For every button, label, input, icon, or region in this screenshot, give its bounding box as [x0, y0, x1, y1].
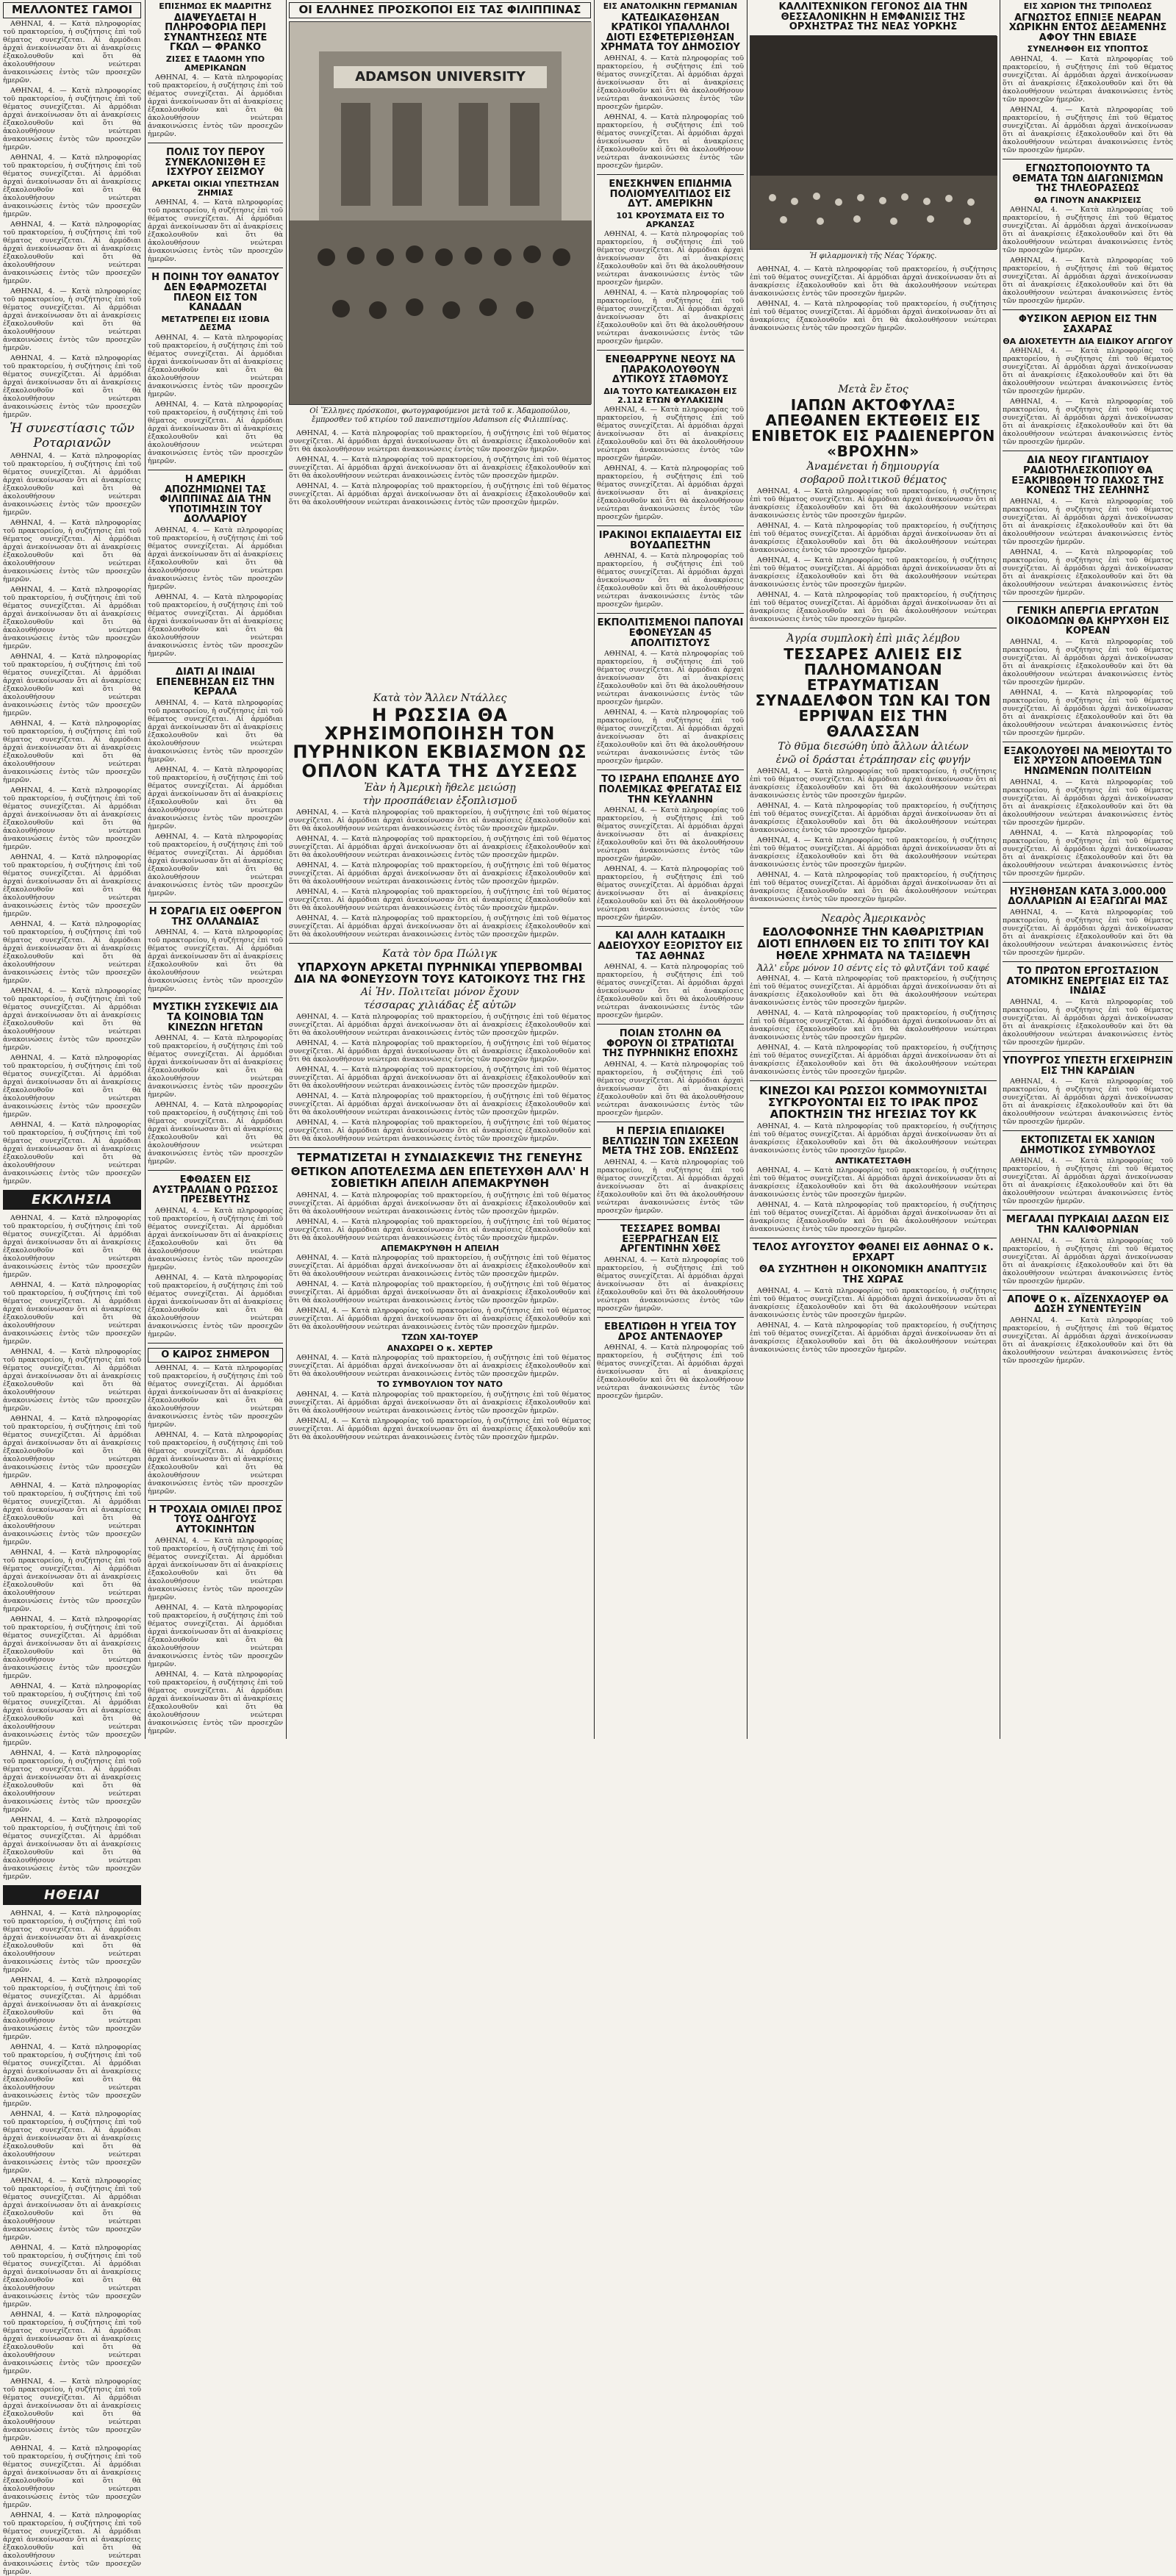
subheadline: ΑΝΤΙΚΑΤΕΣΤΑΘΗ — [835, 1155, 911, 1166]
article-text: ΑΘΗΝΑΙ, 4. — Κατὰ πληροφορίας τοῦ πρακτορείου, ἡ συζήτησις ἐπὶ τοῦ θέματος συνεχίζεται. Αἱ ἁρμόδιαι ἀρχαὶ ἀνεκοίνωσαν ὅτι αἱ ἀνακρίσεις ἐξακολουθοῦν καὶ ὅτι θὰ ἀκολουθήσουν νεώτεραι ἀνακοινώσεις ἐντὸς τῶν προσεχῶν ἡμερῶν. — [597, 1061, 744, 1118]
article-text: ΑΘΗΝΑΙ, 4. — Κατὰ πληροφορίας τοῦ πρακτορείου, ἡ συζήτησις ἐπὶ τοῦ θέματος συνεχίζεται. Αἱ ἁρμόδιαι ἀρχαὶ ἀνεκοίνωσαν ὅτι αἱ ἀνακρίσεις ἐξακολουθοῦν καὶ ὅτι θὰ ἀκολουθήσουν νεώτεραι ἀνακοινώσεις ἐντὸς τῶν προσεχῶν ἡμερῶν. — [597, 464, 744, 522]
article-text: ΑΘΗΝΑΙ, 4. — Κατὰ πληροφορίας τοῦ πρακτορείου, ἡ συζήτησις ἐπὶ τοῦ θέματος συνεχίζεται. Αἱ ἁρμόδιαι ἀρχαὶ ἀνεκοίνωσαν ὅτι αἱ ἀνακρίσεις ἐξακολουθοῦν καὶ ὅτι θὰ ἀκολουθήσουν νεώτεραι ἀνακοινώσεις ἐντὸς τῶν προσεχῶν ἡμερῶν. — [3, 1548, 141, 1613]
article-text: ΑΘΗΝΑΙ, 4. — Κατὰ πληροφορίας τοῦ πρακτορείου, ἡ συζήτησις ἐπὶ τοῦ θέματος συνεχίζεται. Αἱ ἁρμόδιαι ἀρχαὶ ἀνεκοίνωσαν ὅτι αἱ ἀνακρίσεις ἐξακολουθοῦν καὶ ὅτι θὰ ἀκολουθήσουν νεώτεραι ἀνακοινώσεις ἐντὸς τῶν προσεχῶν ἡμερῶν. — [597, 1255, 744, 1313]
article-text: ΑΘΗΝΑΙ, 4. — Κατὰ πληροφορίας τοῦ πρακτορείου, ἡ συζήτησις ἐπὶ τοῦ θέματος συνεχίζεται. Αἱ ἁρμόδιαι ἀρχαὶ ἀνεκοίνωσαν ὅτι αἱ ἀνακρίσεις ἐξακολουθοῦν καὶ ὅτι θὰ ἀκολουθήσουν νεώτεραι ἀνακοινώσεις ἐντὸς τῶν προσεχῶν ἡμερῶν. — [3, 2377, 141, 2442]
kicker: Κατὰ τὸν δρα Πώλιγκ — [382, 947, 498, 960]
headline: ΤΟ ΙΣΡΑΗΛ ΕΠΩΛΗΣΕ ΔΥΟ ΠΟΛΕΜΙΚΑΣ ΦΡΕΓΑΤΑΣ ΕΙΣ ΤΗΝ ΚΕΫΛΑΝΗΝ — [598, 774, 742, 806]
article-text: ΑΘΗΝΑΙ, 4. — Κατὰ πληροφορίας τοῦ πρακτορείου, ἡ συζήτησις ἐπὶ τοῦ θέματος συνεχίζεται. Αἱ ἁρμόδιαι ἀρχαὶ ἀνεκοίνωσαν ὅτι αἱ ἀνακρίσεις ἐξακολουθοῦν καὶ ὅτι θὰ ἀκολουθήσουν νεώτεραι ἀνακοινώσεις ἐντὸς τῶν προσεχῶν ἡμερῶν. — [3, 354, 141, 419]
subheadline: σοβαροῦ πολιτικοῦ θέματος — [800, 474, 947, 486]
kicker: ΕΙΣ ΧΩΡΙΟΝ ΤΗΣ ΤΡΙΠΟΛΕΩΣ — [1023, 1, 1152, 11]
article-text: ΑΘΗΝΑΙ, 4. — Κατὰ πληροφορίας τοῦ πρακτορείου, ἡ συζήτησις ἐπὶ τοῦ θέματος συνεχίζεται. Αἱ ἁρμόδιαι ἀρχαὶ ἀνεκοίνωσαν ὅτι αἱ ἀνακρίσεις ἐξακολουθοῦν καὶ ὅτι θὰ ἀκολουθήσουν νεώτεραι ἀνακοινώσεις ἐντὸς τῶν προσεχῶν ἡμερῶν. — [148, 833, 283, 897]
headline: ΕΝΕΣΚΗΨΕΝ ΕΠΙΔΗΜΙΑ ΠΟΛΙΟΜΥΕΛΙΤΙΔΟΣ ΕΙΣ ΔΥΤ. ΑΜΕΡΙΚΗΝ — [609, 179, 732, 210]
headline: ΓΕΝΙΚΗ ΑΠΕΡΓΙΑ ΕΡΓΑΤΩΝ ΟΙΚΟΔΟΜΩΝ ΘΑ ΚΗΡΥΧΘΗ ΕΙΣ ΚΟΡΕΑΝ — [1005, 605, 1170, 637]
article-text: ΑΘΗΝΑΙ, 4. — Κατὰ πληροφορίας τοῦ πρακτορείου, ἡ συζήτησις ἐπὶ τοῦ θέματος συνεχίζεται. Αἱ ἁρμόδιαι ἀρχαὶ ἀνεκοίνωσαν ὅτι αἱ ἀνακρίσεις ἐξακολουθοῦν καὶ ὅτι θὰ ἀκολουθήσουν νεώτεραι ἀνακοινώσεις ἐντὸς τῶν προσεχῶν ἡμερῶν. — [3, 2243, 141, 2308]
article-text: ΑΘΗΝΑΙ, 4. — Κατὰ πληροφορίας τοῦ πρακτορείου, ἡ συζήτησις ἐπὶ τοῦ θέματος συνεχίζεται. Αἱ ἁρμόδιαι ἀρχαὶ ἀνεκοίνωσαν ὅτι αἱ ἀνακρίσεις ἐξακολουθοῦν καὶ ὅτι θὰ ἀκολουθήσουν νεώτεραι ἀνακοινώσεις ἐντὸς τῶν προσεχῶν ἡμερῶν. — [3, 451, 141, 517]
article-text: ΑΘΗΝΑΙ, 4. — Κατὰ πληροφορίας τοῦ πρακτορείου, ἡ συζήτησις ἐπὶ τοῦ θέματος συνεχίζεται. Αἱ ἁρμόδιαι ἀρχαὶ ἀνεκοίνωσαν ὅτι αἱ ἀνακρίσεις ἐξακολουθοῦν καὶ ὅτι θὰ ἀκολουθήσουν νεώτεραι ἀνακοινώσεις ἐντὸς τῶν προσεχῶν ἡμερῶν. — [1003, 55, 1173, 104]
article-text: ΑΘΗΝΑΙ, 4. — Κατὰ πληροφορίας τοῦ πρακτορείου, ἡ συζήτησις ἐπὶ τοῦ θέματος συνεχίζεται. Αἱ ἁρμόδιαι ἀρχαὶ ἀνεκοίνωσαν ὅτι αἱ ἀνακρίσεις ἐξακολουθοῦν καὶ ὅτι θὰ ἀκολουθήσουν νεώτεραι ἀνακοινώσεις ἐντὸς τῶν προσεχῶν ἡμερῶν. — [750, 1009, 997, 1042]
article-text: ΑΘΗΝΑΙ, 4. — Κατὰ πληροφορίας τοῦ πρακτορείου, ἡ συζήτησις ἐπὶ τοῦ θέματος συνεχίζεται. Αἱ ἁρμόδιαι ἀρχαὶ ἀνεκοίνωσαν ὅτι αἱ ἀνακρίσεις ἐξακολουθοῦν καὶ ὅτι θὰ ἀκολουθήσουν νεώτεραι ἀνακοινώσεις ἐντὸς τῶν προσεχῶν ἡμερῶν. — [750, 1201, 997, 1234]
article-text: ΑΘΗΝΑΙ, 4. — Κατὰ πληροφορίας τοῦ πρακτορείου, ἡ συζήτησις ἐπὶ τοῦ θέματος συνεχίζεται. Αἱ ἁρμόδιαι ἀρχαὶ ἀνεκοίνωσαν ὅτι αἱ ἀνακρίσεις ἐξακολουθοῦν καὶ ὅτι θὰ ἀκολουθήσουν νεώτεραι ἀνακοινώσεις ἐντὸς τῶν προσεχῶν ἡμερῶν. — [148, 400, 283, 465]
column-rule — [286, 0, 287, 1739]
article-text: ΑΘΗΝΑΙ, 4. — Κατὰ πληροφορίας τοῦ πρακτορείου, ἡ συζήτησις ἐπὶ τοῦ θέματος συνεχίζεται. Αἱ ἁρμόδιαι ἀρχαὶ ἀνεκοίνωσαν ὅτι αἱ ἀνακρίσεις ἐξακολουθοῦν καὶ ὅτι θὰ ἀκολουθήσουν νεώτεραι ἀνακοινώσεις ἐντὸς τῶν προσεχῶν ἡμερῶν. — [1003, 1316, 1173, 1366]
subheadline: 101 ΚΡΟΥΣΜΑΤΑ ΕΙΣ ΤΟ ΑΡΚΑΝΣΑΣ — [616, 211, 725, 229]
headline: ΑΠΟΨΕ Ο κ. ΑΪΖΕΝΧΑΟΥΕΡ ΘΑ ΔΩΣΗ ΣΥΝΕΝΤΕΥΞΙΝ — [1007, 1294, 1169, 1316]
article-text: ΑΘΗΝΑΙ, 4. — Κατὰ πληροφορίας τοῦ πρακτορείου, ἡ συζήτησις ἐπὶ τοῦ θέματος συνεχίζεται. Αἱ ἁρμόδιαι ἀρχαὶ ἀνεκοίνωσαν ὅτι αἱ ἀνακρίσεις ἐξακολουθοῦν καὶ ὅτι θὰ ἀκολουθήσουν νεώτεραι ἀνακοινώσεις ἐντὸς τῶν προσεχῶν ἡμερῶν. — [750, 1122, 997, 1155]
headline: ΚΙΝΕΖΟΙ ΚΑΙ ΡΩΣΣΟΙ ΚΟΜΜΟΥΝΙΣΤΑΙ ΣΥΓΚΡΟΥΟΝΤΑΙ ΕΙΣ ΤΟ ΙΡΑΚ ΠΡΟΣ ΑΠΟΚΤΗΣΙΝ ΤΗΣ ΗΓΕΣΙΑΣ ΤΟΥ ΚΚ — [759, 1084, 987, 1121]
headline: ΕΞΑΚΟΛΟΥΘΕΙ ΝΑ ΜΕΙΟΥΤΑΙ ΤΟ ΕΙΣ ΧΡΥΣΟΝ ΑΠΟΘΕΜΑ ΤΩΝ ΗΝΩΜΕΝΩΝ ΠΟΛΙΤΕΙΩΝ — [1003, 745, 1172, 778]
subheadline: ΘΑ ΓΙΝΟΥΝ ΑΝΑΚΡΙΣΕΙΣ — [1034, 195, 1141, 205]
headline: ΔΙΑΨΕΥΔΕΤΑΙ Η ΠΛΗΡΟΦΟΡΙΑ ΠΕΡΙ ΣΥΝΑΝΤΗΣΕΩΣ ΝΤΕ ΓΚΩΛ — ΦΡΑΝΚΟ — [163, 12, 268, 54]
article-text: ΑΘΗΝΑΙ, 4. — Κατὰ πληροφορίας τοῦ πρακτορείου, ἡ συζήτησις ἐπὶ τοῦ θέματος συνεχίζεται. Αἱ ἁρμόδιαι ἀρχαὶ ἀνεκοίνωσαν ὅτι αἱ ἀνακρίσεις ἐξακολουθοῦν καὶ ὅτι θὰ ἀκολουθήσουν νεώτεραι ἀνακοινώσεις ἐντὸς τῶν προσεχῶν ἡμερῶν. — [3, 2310, 141, 2375]
column-rule — [145, 0, 146, 1739]
headline: ΔΙΑ ΝΕΟΥ ΓΙΓΑΝΤΙΑΙΟΥ ΡΑΔΙΟΤΗΛΕΣΚΟΠΙΟΥ ΘΑ ΕΞΑΚΡΙΒΩΘΗ ΤΟ ΠΑΧΟΣ ΤΗΣ ΚΟΝΕΩΣ ΤΗΣ ΣΕΛΗΝΗΣ — [1011, 455, 1164, 497]
article-text: ΑΘΗΝΑΙ, 4. — Κατὰ πληροφορίας τοῦ πρακτορείου, ἡ συζήτησις ἐπὶ τοῦ θέματος συνεχίζεται. Αἱ ἁρμόδιαι ἀρχαὶ ἀνεκοίνωσαν ὅτι αἱ ἀνακρίσεις ἐξακολουθοῦν καὶ ὅτι θὰ ἀκολουθήσουν νεώτεραι ἀνακοινώσεις ἐντὸς τῶν προσεχῶν ἡμερῶν. — [3, 1748, 141, 1814]
subheadline: τὴν προσπάθειαν ἐξοπλισμοῦ — [362, 794, 517, 807]
article-text: ΑΘΗΝΑΙ, 4. — Κατὰ πληροφορίας τοῦ πρακτορείου, ἡ συζήτησις ἐπὶ τοῦ θέματος συνεχίζεται. Αἱ ἁρμόδιαι ἀρχαὶ ἀνεκοίνωσαν ὅτι αἱ ἀνακρίσεις ἐξακολουθοῦν καὶ ὅτι θὰ ἀκολουθήσουν νεώτεραι ἀνακοινώσεις ἐντὸς τῶν προσεχῶν ἡμερῶν. — [1003, 1157, 1173, 1206]
article-text: ΑΘΗΝΑΙ, 4. — Κατὰ πληροφορίας τοῦ πρακτορείου, ἡ συζήτησις ἐπὶ τοῦ θέματος συνεχίζεται. Αἱ ἁρμόδιαι ἀρχαὶ ἀνεκοίνωσαν ὅτι αἱ ἀνακρίσεις ἐξακολουθοῦν καὶ ὅτι θὰ ἀκολουθήσουν νεώτεραι ἀνακοινώσεις ἐντὸς τῶν προσεχῶν ἡμερῶν. — [3, 2444, 141, 2509]
scouts-story — [289, 0, 591, 506]
headline: Η ΡΩΣΣΙΑ ΘΑ ΧΡΗΣΙΜΟΠΟΙΗΣΗ ΤΟΝ ΠΥΡΗΝΙΚΟΝ ΕΚΒΙΑΣΜΟΝ ΩΣ ΟΠΛΟΝ ΚΑΤΑ ΤΗΣ ΔΥΣΕΩΣ — [293, 705, 587, 781]
article-text: ΑΘΗΝΑΙ, 4. — Κατὰ πληροφορίας τοῦ πρακτορείου, ἡ συζήτησις ἐπὶ τοῦ θέματος συνεχίζεται. Αἱ ἁρμόδιαι ἀρχαὶ ἀνεκοίνωσαν ὅτι αἱ ἀνακρίσεις ἐξακολουθοῦν καὶ ὅτι θὰ ἀκολουθήσουν νεώτεραι ἀνακοινώσεις ἐντὸς τῶν προσεχῶν ἡμερῶν. — [148, 1536, 283, 1601]
article-text: ΑΘΗΝΑΙ, 4. — Κατὰ πληροφορίας τοῦ πρακτορείου, ἡ συζήτησις ἐπὶ τοῦ θέματος συνεχίζεται. Αἱ ἁρμόδιαι ἀρχαὶ ἀνεκοίνωσαν ὅτι αἱ ἀνακρίσεις ἐξακολουθοῦν καὶ ὅτι θὰ ἀκολουθήσουν νεώτεραι ἀνακοινώσεις ἐντὸς τῶν προσεχῶν ἡμερῶν. — [1003, 997, 1173, 1047]
article-text: ΑΘΗΝΑΙ, 4. — Κατὰ πληροφορίας τοῦ πρακτορείου, ἡ συζήτησις ἐπὶ τοῦ θέματος συνεχίζεται. Αἱ ἁρμόδιαι ἀρχαὶ ἀνεκοίνωσαν ὅτι αἱ ἀνακρίσεις ἐξακολουθοῦν καὶ ὅτι θὰ ἀκολουθήσουν νεώτεραι ἀνακοινώσεις ἐντὸς τῶν προσεχῶν ἡμερῶν. — [148, 1101, 283, 1166]
center-stories — [750, 382, 997, 1356]
headline: ΜΥΣΤΙΚΗ ΣΥΣΚΕΨΙΣ ΔΙΑ ΤΑ ΚΟΙΝΟΒΙΑ ΤΩΝ ΚΙΝΕΖΩΝ ΗΓΕΤΩΝ — [152, 1002, 279, 1033]
article-text: ΑΘΗΝΑΙ, 4. — Κατὰ πληροφορίας τοῦ πρακτορείου, ἡ συζήτησις ἐπὶ τοῦ θέματος συνεχίζεται. Αἱ ἁρμόδιαι ἀρχαὶ ἀνεκοίνωσαν ὅτι αἱ ἀνακρίσεις ἐξακολουθοῦν καὶ ὅτι θὰ ἀκολουθήσουν νεώτεραι ἀνακοινώσεις ἐντὸς τῶν προσεχῶν ἡμερῶν. — [3, 853, 141, 918]
headline: ΥΠΑΡΧΟΥΝ ΑΡΚΕΤΑΙ ΠΥΡΗΝΙΚΑΙ ΥΠΕΡΒΟΜΒΑΙ ΔΙΑ ΝΑ ΦΟΝΕΥΣΟΥΝ ΤΟΥΣ ΚΑΤΟΙΚΟΥΣ ΤΗΣ ΓΗΣ — [294, 960, 586, 986]
article-text: ΑΘΗΝΑΙ, 4. — Κατὰ πληροφορίας τοῦ πρακτορείου, ἡ συζήτησις ἐπὶ τοῦ θέματος συνεχίζεται. Αἱ ἁρμόδιαι ἀρχαὶ ἀνεκοίνωσαν ὅτι αἱ ἀνακρίσεις ἐξακολουθοῦν καὶ ὅτι θὰ ἀκολουθήσουν νεώτεραι ἀνακοινώσεις ἐντὸς τῶν προσεχῶν ἡμερῶν. — [597, 1158, 744, 1216]
article-text: ΑΘΗΝΑΙ, 4. — Κατὰ πληροφορίας τοῦ πρακτορείου, ἡ συζήτησις ἐπὶ τοῦ θέματος συνεχίζεται. Αἱ ἁρμόδιαι ἀρχαὶ ἀνεκοίνωσαν ὅτι αἱ ἀνακρίσεις ἐξακολουθοῦν καὶ ὅτι θὰ ἀκολουθήσουν νεώτεραι ἀνακοινώσεις ἐντὸς τῶν προσεχῶν ἡμερῶν. — [289, 1191, 591, 1216]
subheadline: ΤΟ ΣΥΜΒΟΥΛΙΟΝ ΤΟΥ ΝΑΤΟ — [376, 1380, 503, 1390]
article-text: ΑΘΗΝΑΙ, 4. — Κατὰ πληροφορίας τοῦ πρακτορείου, ἡ συζήτησις ἐπὶ τοῦ θέματος συνεχίζεται. Αἱ ἁρμόδιαι ἀρχαὶ ἀνεκοίνωσαν ὅτι αἱ ἀνακρίσεις ἐξακολουθοῦν καὶ ὅτι θὰ ἀκολουθήσουν νεώτεραι ἀνακοινώσεις ἐντὸς τῶν προσεχῶν ἡμερῶν. — [148, 526, 283, 592]
article-text: ΑΘΗΝΑΙ, 4. — Κατὰ πληροφορίας τοῦ πρακτορείου, ἡ συζήτησις ἐπὶ τοῦ θέματος συνεχίζεται. Αἱ ἁρμόδιαι ἀρχαὶ ἀνεκοίνωσαν ὅτι αἱ ἀνακρίσεις ἐξακολουθοῦν καὶ ὅτι θὰ ἀκολουθήσουν νεώτεραι ἀνακοινώσεις ἐντὸς τῶν προσεχῶν ἡμερῶν. — [289, 1416, 591, 1441]
headline: ΙΑΠΩΝ ΑΚΤΟΦΥΛΑΞ ΑΠΕΘΑΝΕΝ ΕΚΤΕΘΕΙΣ ΕΙΣ ΕΝΙΒΕΤΟΚ ΕΙΣ ΡΑΔΙΕΝΕΡΓΟΝ «ΒΡΟΧΗΝ» — [751, 396, 995, 460]
article-text: ΑΘΗΝΑΙ, 4. — Κατὰ πληροφορίας τοῦ πρακτορείου, ἡ συζήτησις ἐπὶ τοῦ θέματος συνεχίζεται. Αἱ ἁρμόδιαι ἀρχαὶ ἀνεκοίνωσαν ὅτι αἱ ἀνακρίσεις ἐξακολουθοῦν καὶ ὅτι θὰ ἀκολουθήσουν νεώτεραι ἀνακοινώσεις ἐντὸς τῶν προσεχῶν ἡμερῶν. — [1003, 256, 1173, 306]
article-text: ΑΘΗΝΑΙ, 4. — Κατὰ πληροφορίας τοῦ πρακτορείου, ἡ συζήτησις ἐπὶ τοῦ θέματος συνεχίζεται. Αἱ ἁρμόδιαι ἀρχαὶ ἀνεκοίνωσαν ὅτι αἱ ἀνακρίσεις ἐξακολουθοῦν καὶ ὅτι θὰ ἀκολουθήσουν νεώτεραι ἀνακοινώσεις ἐντὸς τῶν προσεχῶν ἡμερῶν. — [750, 1166, 997, 1199]
article-text: ΑΘΗΝΑΙ, 4. — Κατὰ πληροφορίας τοῦ πρακτορείου, ἡ συζήτησις ἐπὶ τοῦ θέματος συνεχίζεται. Αἱ ἁρμόδιαι ἀρχαὶ ἀνεκοίνωσαν ὅτι αἱ ἀνακρίσεις ἐξακολουθοῦν καὶ ὅτι θὰ ἀκολουθήσουν νεώτεραι ἀνακοινώσεις ἐντὸς τῶν προσεχῶν ἡμερῶν. — [148, 333, 283, 398]
article-text: ΑΘΗΝΑΙ, 4. — Κατὰ πληροφορίας τοῦ πρακτορείου, ἡ συζήτησις ἐπὶ τοῦ θέματος συνεχίζεται. Αἱ ἁρμόδιαι ἀρχαὶ ἀνεκοίνωσαν ὅτι αἱ ἀνακρίσεις ἐξακολουθοῦν καὶ ὅτι θὰ ἀκολουθήσουν νεώτεραι ἀνακοινώσεις ἐντὸς τῶν προσεχῶν ἡμερῶν. — [1003, 106, 1173, 155]
article-text: ΑΘΗΝΑΙ, 4. — Κατὰ πληροφορίας τοῦ πρακτορείου, ἡ συζήτησις ἐπὶ τοῦ θέματος συνεχίζεται. Αἱ ἁρμόδιαι ἀρχαὶ ἀνεκοίνωσαν ὅτι αἱ ἀνακρίσεις ἐξακολουθοῦν καὶ ὅτι θὰ ἀκολουθήσουν νεώτεραι ἀνακοινώσεις ἐντὸς τῶν προσεχῶν ἡμερῶν. — [148, 1274, 283, 1339]
article-text: ΑΘΗΝΑΙ, 4. — Κατὰ πληροφορίας τοῦ πρακτορείου, ἡ συζήτησις ἐπὶ τοῦ θέματος συνεχίζεται. Αἱ ἁρμόδιαι ἀρχαὶ ἀνεκοίνωσαν ὅτι αἱ ἀνακρίσεις ἐξακολουθοῦν καὶ ὅτι θὰ ἀκολουθήσουν νεώτεραι ἀνακοινώσεις ἐντὸς τῶν προσεχῶν ἡμερῶν. — [750, 1321, 997, 1354]
headline: Η ΠΟΙΝΗ ΤΟΥ ΘΑΝΑΤΟΥ ΔΕΝ ΕΦΑΡΜΟΖΕΤΑΙ ΠΛΕΟΝ ΕΙΣ ΤΟΝ ΚΑΝΑΔΑΝ — [151, 272, 279, 314]
orchestra-photo — [750, 35, 997, 250]
subheadline: Αἱ Ἡν. Πολιτεῖαι μόνον ἔχουν — [360, 986, 520, 999]
article-text: ΑΘΗΝΑΙ, 4. — Κατὰ πληροφορίας τοῦ πρακτορείου, ἡ συζήτησις ἐπὶ τοῦ θέματος συνεχίζεται. Αἱ ἁρμόδιαι ἀρχαὶ ἀνεκοίνωσαν ὅτι αἱ ἀνακρίσεις ἐξακολουθοῦν καὶ ὅτι θὰ ἀκολουθήσουν νεώτεραι ἀνακοινώσεις ἐντὸς τῶν προσεχῶν ἡμερῶν. — [750, 802, 997, 834]
article-text: ΑΘΗΝΑΙ, 4. — Κατὰ πληροφορίας τοῦ πρακτορείου, ἡ συζήτησις ἐπὶ τοῦ θέματος συνεχίζεται. Αἱ ἁρμόδιαι ἀρχαὶ ἀνεκοίνωσαν ὅτι αἱ ἀνακρίσεις ἐξακολουθοῦν καὶ ὅτι θὰ ἀκολουθήσουν νεώτεραι ἀνακοινώσεις ἐντὸς τῶν προσεχῶν ἡμερῶν. — [289, 455, 591, 480]
article-text: ΑΘΗΝΑΙ, 4. — Κατὰ πληροφορίας τοῦ πρακτορείου, ἡ συζήτησις ἐπὶ τοῦ θέματος συνεχίζεται. Αἱ ἁρμόδιαι ἀρχαὶ ἀνεκοίνωσαν ὅτι αἱ ἀνακρίσεις ἐξακολουθοῦν καὶ ὅτι θὰ ἀκολουθήσουν νεώτεραι ἀνακοινώσεις ἐντὸς τῶν προσεχῶν ἡμερῶν. — [3, 652, 141, 717]
article-text: ΑΘΗΝΑΙ, 4. — Κατὰ πληροφορίας τοῦ πρακτορείου, ἡ συζήτησις ἐπὶ τοῦ θέματος συνεχίζεται. Αἱ ἁρμόδιαι ἀρχαὶ ἀνεκοίνωσαν ὅτι αἱ ἀνακρίσεις ἐξακολουθοῦν καὶ ὅτι θὰ ἀκολουθήσουν νεώτεραι ἀνακοινώσεις ἐντὸς τῶν προσεχῶν ἡμερῶν. — [3, 86, 141, 151]
article-text: ΑΘΗΝΑΙ, 4. — Κατὰ πληροφορίας τοῦ πρακτορείου, ἡ συζήτησις ἐπὶ τοῦ θέματος συνεχίζεται. Αἱ ἁρμόδιαι ἀρχαὶ ἀνεκοίνωσαν ὅτι αἱ ἀνακρίσεις ἐξακολουθοῦν καὶ ὅτι θὰ ἀκολουθήσουν νεώτεραι ἀνακοινώσεις ἐντὸς τῶν προσεχῶν ἡμερῶν. — [289, 1254, 591, 1279]
headline: ΕΦΘΑΣΕΝ ΕΙΣ ΑΥΣΤΡΑΛΙΑΝ Ο ΡΩΣΣΟΣ ΠΡΕΣΒΕΥΤΗΣ — [152, 1174, 279, 1206]
article-text: ΑΘΗΝΑΙ, 4. — Κατὰ πληροφορίας τοῦ πρακτορείου, ἡ συζήτησις ἐπὶ τοῦ θέματος συνεχίζεται. Αἱ ἁρμόδιαι ἀρχαὶ ἀνεκοίνωσαν ὅτι αἱ ἀνακρίσεις ἐξακολουθοῦν καὶ ὅτι θὰ ἀκολουθήσουν νεώτεραι ἀνακοινώσεις ἐντὸς τῶν προσεχῶν ἡμερῶν. — [1003, 347, 1173, 396]
headline: ΗΥΞΗΘΗΣΑΝ ΚΑΤΑ 3.000.000 ΔΟΛΛΑΡΙΩΝ ΑΙ ΕΞΑΓΩΓΑΙ ΜΑΣ — [1008, 886, 1168, 908]
article-text: ΑΘΗΝΑΙ, 4. — Κατὰ πληροφορίας τοῦ πρακτορείου, ἡ συζήτησις ἐπὶ τοῦ θέματος συνεχίζεται. Αἱ ἁρμόδιαι ἀρχαὶ ἀνεκοίνωσαν ὅτι αἱ ἀνακρίσεις ἐξακολουθοῦν καὶ ὅτι θὰ ἀκολουθήσουν νεώτεραι ἀνακοινώσεις ἐντὸς τῶν προσεχῶν ἡμερῶν. — [750, 556, 997, 589]
article-text: ΑΘΗΝΑΙ, 4. — Κατὰ πληροφορίας τοῦ πρακτορείου, ἡ συζήτησις ἐπὶ τοῦ θέματος συνεχίζεται. Αἱ ἁρμόδιαι ἀρχαὶ ἀνεκοίνωσαν ὅτι αἱ ἀνακρίσεις ἐξακολουθοῦν καὶ ὅτι θὰ ἀκολουθήσουν νεώτεραι ἀνακοινώσεις ἐντὸς τῶν προσεχῶν ἡμερῶν. — [597, 230, 744, 287]
subheadline: Ἀλλ' εὗρε μόνον 10 σέντς εἰς τὸ φλυτζάνι τοῦ καφέ — [756, 963, 990, 974]
article-text: ΑΘΗΝΑΙ, 4. — Κατὰ πληροφορίας τοῦ πρακτορείου, ἡ συζήτησις ἐπὶ τοῦ θέματος συνεχίζεται. Αἱ ἁρμόδιαι ἀρχαὶ ἀνεκοίνωσαν ὅτι αἱ ἀνακρίσεις ἐξακολουθοῦν καὶ ὅτι θὰ ἀκολουθήσουν νεώτεραι ἀνακοινώσεις ἐντὸς τῶν προσεχῶν ἡμερῶν. — [3, 1280, 141, 1346]
article-text: ΑΘΗΝΑΙ, 4. — Κατὰ πληροφορίας τοῦ πρακτορείου, ἡ συζήτησις ἐπὶ τοῦ θέματος συνεχίζεται. Αἱ ἁρμόδιαι ἀρχαὶ ἀνεκοίνωσαν ὅτι αἱ ἀνακρίσεις ἐξακολουθοῦν καὶ ὅτι θὰ ἀκολουθήσουν νεώτεραι ἀνακοινώσεις ἐντὸς τῶν προσεχῶν ἡμερῶν. — [148, 1603, 283, 1668]
column-7 — [1003, 0, 1173, 1739]
article-text: ΑΘΗΝΑΙ, 4. — Κατὰ πληροφορίας τοῦ πρακτορείου, ἡ συζήτησις ἐπὶ τοῦ θέματος συνεχίζεται. Αἱ ἁρμόδιαι ἀρχαὶ ἀνεκοίνωσαν ὅτι αἱ ἀνακρίσεις ἐξακολουθοῦν καὶ ὅτι θὰ ἀκολουθήσουν νεώτεραι ἀνακοινώσεις ἐντὸς τῶν προσεχῶν ἡμερῶν. — [750, 767, 997, 800]
article-text: ΑΘΗΝΑΙ, 4. — Κατὰ πληροφορίας τοῦ πρακτορείου, ἡ συζήτησις ἐπὶ τοῦ θέματος συνεχίζεται. Αἱ ἁρμόδιαι ἀρχαὶ ἀνεκοίνωσαν ὅτι αἱ ἀνακρίσεις ἐξακολουθοῦν καὶ ὅτι θὰ ἀκολουθήσουν νεώτεραι ἀνακοινώσεις ἐντὸς τῶν προσεχῶν ἡμερῶν. — [750, 836, 997, 869]
article-text: ΑΘΗΝΑΙ, 4. — Κατὰ πληροφορίας τοῦ πρακτορείου, ἡ συζήτησις ἐπὶ τοῦ θέματος συνεχίζεται. Αἱ ἁρμόδιαι ἀρχαὶ ἀνεκοίνωσαν ὅτι αἱ ἀνακρίσεις ἐξακολουθοῦν καὶ ὅτι θὰ ἀκολουθήσουν νεώτεραι ἀνακοινώσεις ἐντὸς τῶν προσεχῶν ἡμερῶν. — [597, 806, 744, 864]
section-masthead: ΕΚΚΛΗΣΙΑ — [3, 1190, 141, 1210]
article-text: ΑΘΗΝΑΙ, 4. — Κατὰ πληροφορίας τοῦ πρακτορείου, ἡ συζήτησις ἐπὶ τοῦ θέματος συνεχίζεται. Αἱ ἁρμόδιαι ἀρχαὶ ἀνεκοίνωσαν ὅτι αἱ ἀνακρίσεις ἐξακολουθοῦν καὶ ὅτι θὰ ἀκολουθήσουν νεώτεραι ἀνακοινώσεις ἐντὸς τῶν προσεχῶν ἡμερῶν. — [1003, 548, 1173, 597]
headline: Ἡ συνεστίασις τῶν Ροταριανῶν — [10, 420, 135, 451]
article-text: ΑΘΗΝΑΙ, 4. — Κατὰ πληροφορίας τοῦ πρακτορείου, ἡ συζήτησις ἐπὶ τοῦ θέματος συνεχίζεται. Αἱ ἁρμόδιαι ἀρχαὶ ἀνεκοίνωσαν ὅτι αἱ ἀνακρίσεις ἐξακολουθοῦν καὶ ὅτι θὰ ἀκολουθήσουν νεώτεραι ἀνακοινώσεις ἐντὸς τῶν προσεχῶν ἡμερῶν. — [1003, 828, 1173, 878]
article-text: ΑΘΗΝΑΙ, 4. — Κατὰ πληροφορίας τοῦ πρακτορείου, ἡ συζήτησις ἐπὶ τοῦ θέματος συνεχίζεται. Αἱ ἁρμόδιαι ἀρχαὶ ἀνεκοίνωσαν ὅτι αἱ ἀνακρίσεις ἐξακολουθοῦν καὶ ὅτι θὰ ἀκολουθήσουν νεώτεραι ἀνακοινώσεις ἐντὸς τῶν προσεχῶν ἡμερῶν. — [3, 1053, 141, 1119]
article-text: ΑΘΗΝΑΙ, 4. — Κατὰ πληροφορίας τοῦ πρακτορείου, ἡ συζήτησις ἐπὶ τοῦ θέματος συνεχίζεται. Αἱ ἁρμόδιαι ἀρχαὶ ἀνεκοίνωσαν ὅτι αἱ ἀνακρίσεις ἐξακολουθοῦν καὶ ὅτι θὰ ἀκολουθήσουν νεώτεραι ἀνακοινώσεις ἐντὸς τῶν προσεχῶν ἡμερῶν. — [3, 1909, 141, 1974]
article-text: ΑΘΗΝΑΙ, 4. — Κατὰ πληροφορίας τοῦ πρακτορείου, ἡ συζήτησις ἐπὶ τοῦ θέματος συνεχίζεται. Αἱ ἁρμόδιαι ἀρχαὶ ἀνεκοίνωσαν ὅτι αἱ ἀνακρίσεις ἐξακολουθοῦν καὶ ὅτι θὰ ἀκολουθήσουν νεώτεραι ἀνακοινώσεις ἐντὸς τῶν προσεχῶν ἡμερῶν. — [597, 552, 744, 609]
article-text: ΑΘΗΝΑΙ, 4. — Κατὰ πληροφορίας τοῦ πρακτορείου, ἡ συζήτησις ἐπὶ τοῦ θέματος συνεχίζεται. Αἱ ἁρμόδιαι ἀρχαὶ ἀνεκοίνωσαν ὅτι αἱ ἀνακρίσεις ἐξακολουθοῦν καὶ ὅτι θὰ ἀκολουθήσουν νεώτεραι ἀνακοινώσεις ἐντὸς τῶν προσεχῶν ἡμερῶν. — [289, 808, 591, 833]
headline: ΔΙΑΤΙ ΑΙ ΙΝΔΙΑΙ ΕΠΕΝΕΒΗΣΑΝ ΕΙΣ ΤΗΝ ΚΕΡΑΛΑ — [156, 667, 275, 698]
headline: Η ΑΜΕΡΙΚΗ ΑΠΟΖΗΜΙΩΝΕΙ ΤΑΣ ΦΙΛΙΠΠΙΝΑΣ ΔΙΑ ΤΗΝ ΥΠΟΤΙΜΗΣΙΝ ΤΟΥ ΔΟΛΛΑΡΙΟΥ — [159, 473, 271, 525]
headline: ΚΑΤΕΔΙΚΑΣΘΗΣΑΝ ΚΡΑΤΙΚΟΙ ΥΠΑΛΛΗΛΟΙ ΔΙΟΤΙ ΕΣΦΕΤΕΡΙΣΘΗΣΑΝ ΧΡΗΜΑΤΑ ΤΟΥ ΔΗΜΟΣΙΟΥ — [600, 12, 740, 54]
headline: ΜΕΓΑΛΑΙ ΠΥΡΚΑΙΑΙ ΔΑΣΩΝ ΕΙΣ ΤΗΝ ΚΑΛΙΦΟΡΝΙΑΝ — [1006, 1214, 1169, 1236]
article-text: ΑΘΗΝΑΙ, 4. — Κατὰ πληροφορίας τοῦ πρακτορείου, ἡ συζήτησις ἐπὶ τοῦ θέματος συνεχίζεται. Αἱ ἁρμόδιαι ἀρχαὶ ἀνεκοίνωσαν ὅτι αἱ ἀνακρίσεις ἐξακολουθοῦν καὶ ὅτι θὰ ἀκολουθήσουν νεώτεραι ἀνακοινώσεις ἐντὸς τῶν προσεχῶν ἡμερῶν. — [3, 1213, 141, 1279]
headline: ΟΙ ΕΛΛΗΝΕΣ ΠΡΟΣΚΟΠΟΙ ΕΙΣ ΤΑΣ ΦΙΛΙΠΠΙΝΑΣ — [289, 2, 591, 18]
article-text: ΑΘΗΝΑΙ, 4. — Κατὰ πληροφορίας τοῦ πρακτορείου, ἡ συζήτησις ἐπὶ τοῦ θέματος συνεχίζεται. Αἱ ἁρμόδιαι ἀρχαὶ ἀνεκοίνωσαν ὅτι αἱ ἀνακρίσεις ἐξακολουθοῦν καὶ ὅτι θὰ ἀκολουθήσουν νεώτεραι ἀνακοινώσεις ἐντὸς τῶν προσεχῶν ἡμερῶν. — [750, 299, 997, 332]
article-text: ΑΘΗΝΑΙ, 4. — Κατὰ πληροφορίας τοῦ πρακτορείου, ἡ συζήτησις ἐπὶ τοῦ θέματος συνεχίζεται. Αἱ ἁρμόδιαι ἀρχαὶ ἀνεκοίνωσαν ὅτι αἱ ἀνακρίσεις ἐξακολουθοῦν καὶ ὅτι θὰ ἀκολουθήσουν νεώτεραι ἀνακοινώσεις ἐντὸς τῶν προσεχῶν ἡμερῶν. — [148, 1207, 283, 1272]
kicker: Ἀγρία συμπλοκὴ ἐπὶ μιᾶς λέμβου — [786, 633, 960, 645]
subheadline: ΑΡΚΕΤΑΙ ΟΙΚΙΑΙ ΥΠΕΣΤΗΣΑΝ ΖΗΜΙΑΣ — [151, 179, 279, 198]
article-text: ΑΘΗΝΑΙ, 4. — Κατὰ πληροφορίας τοῦ πρακτορείου, ἡ συζήτησις ἐπὶ τοῦ θέματος συνεχίζεται. Αἱ ἁρμόδιαι ἀρχαὶ ἀνεκοίνωσαν ὅτι αἱ ἀνακρίσεις ἐξακολουθοῦν καὶ ὅτι θὰ ἀκολουθήσουν νεώτεραι ἀνακοινώσεις ἐντὸς τῶν προσεχῶν ἡμερῶν. — [750, 1044, 997, 1077]
orchestra-story — [750, 0, 997, 334]
subheadline: τέσσαρας χιλιάδας ἐξ αὐτῶν — [363, 1000, 517, 1012]
orchestra-photo-image — [750, 36, 997, 249]
article-text: ΑΘΗΝΑΙ, 4. — Κατὰ πληροφορίας τοῦ πρακτορείου, ἡ συζήτησις ἐπὶ τοῦ θέματος συνεχίζεται. Αἱ ἁρμόδιαι ἀρχαὶ ἀνεκοίνωσαν ὅτι αἱ ἀνακρίσεις ἐξακολουθοῦν καὶ ὅτι θὰ ἀκολουθήσουν νεώτεραι ἀνακοινώσεις ἐντὸς τῶν προσεχῶν ἡμερῶν. — [597, 708, 744, 766]
article-text: ΑΘΗΝΑΙ, 4. — Κατὰ πληροφορίας τοῦ πρακτορείου, ἡ συζήτησις ἐπὶ τοῦ θέματος συνεχίζεται. Αἱ ἁρμόδιαι ἀρχαὶ ἀνεκοίνωσαν ὅτι αἱ ἀνακρίσεις ἐξακολουθοῦν καὶ ὅτι θὰ ἀκολουθήσουν νεώτεραι ἀνακοινώσεις ἐντὸς τῶν προσεχῶν ἡμερῶν. — [3, 1414, 141, 1479]
scouts-photo — [289, 21, 591, 405]
article-text: ΑΘΗΝΑΙ, 4. — Κατὰ πληροφορίας τοῦ πρακτορείου, ἡ συζήτησις ἐπὶ τοῦ θέματος συνεχίζεται. Αἱ ἁρμόδιαι ἀρχαὶ ἀνεκοίνωσαν ὅτι αἱ ἀνακρίσεις ἐξακολουθοῦν καὶ ὅτι θὰ ἀκολουθήσουν νεώτεραι ἀνακοινώσεις ἐντὸς τῶν προσεχῶν ἡμερῶν. — [3, 1347, 141, 1413]
article-text: ΑΘΗΝΑΙ, 4. — Κατὰ πληροφορίας τοῦ πρακτορείου, ἡ συζήτησις ἐπὶ τοῦ θέματος συνεχίζεται. Αἱ ἁρμόδιαι ἀρχαὶ ἀνεκοίνωσαν ὅτι αἱ ἀνακρίσεις ἐξακολουθοῦν καὶ ὅτι θὰ ἀκολουθήσουν νεώτεραι ἀνακοινώσεις ἐντὸς τῶν προσεχῶν ἡμερῶν. — [1003, 206, 1173, 255]
headline: ΦΥΣΙΚΟΝ ΑΕΡΙΟΝ ΕΙΣ ΤΗΝ ΣΑΧΑΡΑΣ — [1018, 314, 1158, 336]
article-text: ΑΘΗΝΑΙ, 4. — Κατὰ πληροφορίας τοῦ πρακτορείου, ἡ συζήτησις ἐπὶ τοῦ θέματος συνεχίζεται. Αἱ ἁρμόδιαι ἀρχαὶ ἀνεκοίνωσαν ὅτι αἱ ἀνακρίσεις ἐξακολουθοῦν καὶ ὅτι θὰ ἀκολουθήσουν νεώτεραι ἀνακοινώσεις ἐντὸς τῶν προσεχῶν ἡμερῶν. — [597, 650, 744, 707]
headline: Ο ΚΑΙΡΟΣ ΣΗΜΕΡΟΝ — [148, 1348, 283, 1363]
article-text: ΑΘΗΝΑΙ, 4. — Κατὰ πληροφορίας τοῦ πρακτορείου, ἡ συζήτησις ἐπὶ τοῦ θέματος συνεχίζεται. Αἱ ἁρμόδιαι ἀρχαὶ ἀνεκοίνωσαν ὅτι αἱ ἀνακρίσεις ἐξακολουθοῦν καὶ ὅτι θὰ ἀκολουθήσουν νεώτεραι ἀνακοινώσεις ἐντὸς τῶν προσεχῶν ἡμερῶν. — [3, 719, 141, 784]
subheadline: ΣΥΝΕΛΗΦΘΗ ΕΙΣ ΥΠΟΠΤΟΣ — [1027, 44, 1149, 54]
article-text: ΑΘΗΝΑΙ, 4. — Κατὰ πληροφορίας τοῦ πρακτορείου, ἡ συζήτησις ἐπὶ τοῦ θέματος συνεχίζεται. Αἱ ἁρμόδιαι ἀρχαὶ ἀνεκοίνωσαν ὅτι αἱ ἀνακρίσεις ἐξακολουθοῦν καὶ ὅτι θὰ ἀκολουθήσουν νεώτεραι ἀνακοινώσεις ἐντὸς τῶν προσεχῶν ἡμερῶν. — [148, 928, 283, 994]
kicker: Μετὰ ἓν ἔτος — [838, 384, 908, 395]
kicker: ΕΙΣ ΑΝΑΤΟΛΙΚΗΝ ΓΕΡΜΑΝΙΑΝ — [603, 1, 738, 11]
headline: ΑΓΝΩΣΤΟΣ ΕΠΝΙΞΕ ΝΕΑΡΑΝ ΧΩΡΙΚΗΝ ΕΝΤΟΣ ΔΕΞΑΜΕΝΗΣ ΑΦΟΥ ΤΗΝ ΕΒΙΑΣΕ — [1008, 12, 1167, 43]
headline: ΜΕΛΛΟΝΤΕΣ ΓΑΜΟΙ — [3, 2, 141, 18]
headline: ΤΕΡΜΑΤΙΖΕΤΑΙ Η ΣΥΝΔΙΑΣΚΕΨΙΣ ΤΗΣ ΓΕΝΕΥΗΣ — [297, 1151, 583, 1165]
article-text: ΑΘΗΝΑΙ, 4. — Κατὰ πληροφορίας τοῦ πρακτορείου, ἡ συζήτησις ἐπὶ τοῦ θέματος συνεχίζεται. Αἱ ἁρμόδιαι ἀρχαὶ ἀνεκοίνωσαν ὅτι αἱ ἀνακρίσεις ἐξακολουθοῦν καὶ ὅτι θὰ ἀκολουθήσουν νεώτεραι ἀνακοινώσεις ἐντὸς τῶν προσεχῶν ἡμερῶν. — [3, 1615, 141, 1680]
column-rule — [594, 0, 595, 1739]
article-text: ΑΘΗΝΑΙ, 4. — Κατὰ πληροφορίας τοῦ πρακτορείου, ἡ συζήτησις ἐπὶ τοῦ θέματος συνεχίζεται. Αἱ ἁρμόδιαι ἀρχαὶ ἀνεκοίνωσαν ὅτι αἱ ἀνακρίσεις ἐξακολουθοῦν καὶ ὅτι θὰ ἀκολουθήσουν νεώτεραι ἀνακοινώσεις ἐντὸς τῶν προσεχῶν ἡμερῶν. — [148, 73, 283, 139]
subheadline: ΖΙΣΕΣ Ε ΤΑΔΟΜΗ ΥΠΟ ΑΜΕΡΙΚΑΝΩΝ — [165, 54, 265, 73]
headline: Η ΣΟΡΑΓΙΑ ΕΙΣ ΟΦΕΡΓΟΝ ΤΗΣ ΟΛΛΑΝΔΙΑΣ — [148, 906, 282, 928]
article-text: ΑΘΗΝΑΙ, 4. — Κατὰ πληροφορίας τοῦ πρακτορείου, ἡ συζήτησις ἐπὶ τοῦ θέματος συνεχίζεται. Αἱ ἁρμόδιαι ἀρχαὶ ἀνεκοίνωσαν ὅτι αἱ ἀνακρίσεις ἐξακολουθοῦν καὶ ὅτι θὰ ἀκολουθήσουν νεώτεραι ἀνακοινώσεις ἐντὸς τῶν προσεχῶν ἡμερῶν. — [1003, 778, 1173, 827]
article-text: ΑΘΗΝΑΙ, 4. — Κατὰ πληροφορίας τοῦ πρακτορείου, ἡ συζήτησις ἐπὶ τοῦ θέματος συνεχίζεται. Αἱ ἁρμόδιαι ἀρχαὶ ἀνεκοίνωσαν ὅτι αἱ ἀνακρίσεις ἐξακολουθοῦν καὶ ὅτι θὰ ἀκολουθήσουν νεώτεραι ἀνακοινώσεις ἐντὸς τῶν προσεχῶν ἡμερῶν. — [3, 2176, 141, 2242]
article-text: ΑΘΗΝΑΙ, 4. — Κατὰ πληροφορίας τοῦ πρακτορείου, ἡ συζήτησις ἐπὶ τοῦ θέματος συνεχίζεται. Αἱ ἁρμόδιαι ἀρχαὶ ἀνεκοίνωσαν ὅτι αἱ ἀνακρίσεις ἐξακολουθοῦν καὶ ὅτι θὰ ἀκολουθήσουν νεώτεραι ἀνακοινώσεις ἐντὸς τῶν προσεχῶν ἡμερῶν. — [289, 1092, 591, 1117]
headline: ΕΒΕΛΤΙΩΘΗ Η ΥΓΕΙΑ ΤΟΥ ΔΡΟΣ ΑΝΤΕΝΑΟΥΕΡ — [604, 1321, 736, 1343]
article-text: ΑΘΗΝΑΙ, 4. — Κατὰ πληροφορίας τοῦ πρακτορείου, ἡ συζήτησις ἐπὶ τοῦ θέματος συνεχίζεται. Αἱ ἁρμόδιαι ἀρχαὶ ἀνεκοίνωσαν ὅτι αἱ ἀνακρίσεις ἐξακολουθοῦν καὶ ὅτι θὰ ἀκολουθήσουν νεώτεραι ἀνακοινώσεις ἐντὸς τῶν προσεχῶν ἡμερῶν. — [289, 1119, 591, 1144]
article-text: ΑΘΗΝΑΙ, 4. — Κατὰ πληροφορίας τοῦ πρακτορείου, ἡ συζήτησις ἐπὶ τοῦ θέματος συνεχίζεται. Αἱ ἁρμόδιαι ἀρχαὶ ἀνεκοίνωσαν ὅτι αἱ ἀνακρίσεις ἐξακολουθοῦν καὶ ὅτι θὰ ἀκολουθήσουν νεώτεραι ἀνακοινώσεις ἐντὸς τῶν προσεχῶν ἡμερῶν. — [3, 2042, 141, 2108]
article-text: ΑΘΗΝΑΙ, 4. — Κατὰ πληροφορίας τοῦ πρακτορείου, ἡ συζήτησις ἐπὶ τοῦ θέματος συνεχίζεται. Αἱ ἁρμόδιαι ἀρχαὶ ἀνεκοίνωσαν ὅτι αἱ ἀνακρίσεις ἐξακολουθοῦν καὶ ὅτι θὰ ἀκολουθήσουν νεώτεραι ἀνακοινώσεις ἐντὸς τῶν προσεχῶν ἡμερῶν. — [750, 591, 997, 623]
article-text: ΑΘΗΝΑΙ, 4. — Κατὰ πληροφορίας τοῦ πρακτορείου, ἡ συζήτησις ἐπὶ τοῦ θέματος συνεχίζεται. Αἱ ἁρμόδιαι ἀρχαὶ ἀνεκοίνωσαν ὅτι αἱ ἀνακρίσεις ἐξακολουθοῦν καὶ ὅτι θὰ ἀκολουθήσουν νεώτεραι ἀνακοινώσεις ἐντὸς τῶν προσεχῶν ἡμερῶν. — [289, 481, 591, 506]
article-text: ΑΘΗΝΑΙ, 4. — Κατὰ πληροφορίας τοῦ πρακτορείου, ἡ συζήτησις ἐπὶ τοῦ θέματος συνεχίζεται. Αἱ ἁρμόδιαι ἀρχαὶ ἀνεκοίνωσαν ὅτι αἱ ἀνακρίσεις ἐξακολουθοῦν καὶ ὅτι θὰ ἀκολουθήσουν νεώτεραι ἀνακοινώσεις ἐντὸς τῶν προσεχῶν ἡμερῶν. — [1003, 398, 1173, 447]
headline: ΕΔΟΛΟΦΟΝΗΣΕ ΤΗΝ ΚΑΘΑΡΙΣΤΡΙΑΝ ΔΙΟΤΙ ΕΠΗΛΘΕΝ ΕΙΣ ΤΟ ΣΠΙΤΙ ΤΟΥ ΚΑΙ ΗΘΕΛΕ ΧΡΗΜΑΤΑ ΝΑ ΤΑΞΙΔΕΨΗ — [757, 925, 989, 962]
kicker: Νεαρὸς Ἀμερικανὸς — [820, 913, 926, 925]
subheadline: Ἀναμένεται ἡ δημιουργία — [806, 461, 940, 473]
article-text: ΑΘΗΝΑΙ, 4. — Κατὰ πληροφορίας τοῦ πρακτορείου, ἡ συζήτησις ἐπὶ τοῦ θέματος συνεχίζεται. Αἱ ἁρμόδιαι ἀρχαὶ ἀνεκοίνωσαν ὅτι αἱ ἀνακρίσεις ἐξακολουθοῦν καὶ ὅτι θὰ ἀκολουθήσουν νεώτεραι ἀνακοινώσεις ἐντὸς τῶν προσεχῶν ἡμερῶν. — [289, 1354, 591, 1379]
article-text: ΑΘΗΝΑΙ, 4. — Κατὰ πληροφορίας τοῦ πρακτορείου, ἡ συζήτησις ἐπὶ τοῦ θέματος συνεχίζεται. Αἱ ἁρμόδιαι ἀρχαὶ ἀνεκοίνωσαν ὅτι αἱ ἀνακρίσεις ἐξακολουθοῦν καὶ ὅτι θὰ ἀκολουθήσουν νεώτεραι ἀνακοινώσεις ἐντὸς τῶν προσεχῶν ἡμερῶν. — [597, 406, 744, 463]
article-text: ΑΘΗΝΑΙ, 4. — Κατὰ πληροφορίας τοῦ πρακτορείου, ἡ συζήτησις ἐπὶ τοῦ θέματος συνεχίζεται. Αἱ ἁρμόδιαι ἀρχαὶ ἀνεκοίνωσαν ὅτι αἱ ἀνακρίσεις ἐξακολουθοῦν καὶ ὅτι θὰ ἀκολουθήσουν νεώτεραι ἀνακοινώσεις ἐντὸς τῶν προσεχῶν ἡμερῶν. — [597, 865, 744, 922]
article-text: ΑΘΗΝΑΙ, 4. — Κατὰ πληροφορίας τοῦ πρακτορείου, ἡ συζήτησις ἐπὶ τοῦ θέματος συνεχίζεται. Αἱ ἁρμόδιαι ἀρχαὶ ἀνεκοίνωσαν ὅτι αἱ ἀνακρίσεις ἐξακολουθοῦν καὶ ὅτι θὰ ἀκολουθήσουν νεώτεραι ἀνακοινώσεις ἐντὸς τῶν προσεχῶν ἡμερῶν. — [1003, 688, 1173, 737]
section-masthead: ΗΘΕΙΑΙ — [3, 1885, 141, 1905]
article-text: ΑΘΗΝΑΙ, 4. — Κατὰ πληροφορίας τοῦ πρακτορείου, ἡ συζήτησις ἐπὶ τοῦ θέματος συνεχίζεται. Αἱ ἁρμόδιαι ἀρχαὶ ἀνεκοίνωσαν ὅτι αἱ ἀνακρίσεις ἐξακολουθοῦν καὶ ὅτι θὰ ἀκολουθήσουν νεώτεραι ἀνακοινώσεις ἐντὸς τῶν προσεχῶν ἡμερῶν. — [3, 518, 141, 584]
article-text: ΑΘΗΝΑΙ, 4. — Κατὰ πληροφορίας τοῦ πρακτορείου, ἡ συζήτησις ἐπὶ τοῦ θέματος συνεχίζεται. Αἱ ἁρμόδιαι ἀρχαὶ ἀνεκοίνωσαν ὅτι αἱ ἀνακρίσεις ἐξακολουθοῦν καὶ ὅτι θὰ ἀκολουθήσουν νεώτεραι ἀνακοινώσεις ἐντὸς τῶν προσεχῶν ἡμερῶν. — [289, 861, 591, 886]
article-text: ΑΘΗΝΑΙ, 4. — Κατὰ πληροφορίας τοῦ πρακτορείου, ἡ συζήτησις ἐπὶ τοῦ θέματος συνεχίζεται. Αἱ ἁρμόδιαι ἀρχαὶ ἀνεκοίνωσαν ὅτι αἱ ἀνακρίσεις ἐξακολουθοῦν καὶ ὅτι θὰ ἀκολουθήσουν νεώτεραι ἀνακοινώσεις ἐντὸς τῶν προσεχῶν ἡμερῶν. — [289, 1307, 591, 1332]
article-text: ΑΘΗΝΑΙ, 4. — Κατὰ πληροφορίας τοῦ πρακτορείου, ἡ συζήτησις ἐπὶ τοῦ θέματος συνεχίζεται. Αἱ ἁρμόδιαι ἀρχαὶ ἀνεκοίνωσαν ὅτι αἱ ἀνακρίσεις ἐξακολουθοῦν καὶ ὅτι θὰ ἀκολουθήσουν νεώτεραι ἀνακοινώσεις ἐντὸς τῶν προσεχῶν ἡμερῶν. — [750, 871, 997, 903]
lower-left-stories — [289, 691, 591, 1443]
article-text: ΑΘΗΝΑΙ, 4. — Κατὰ πληροφορίας τοῦ πρακτορείου, ἡ συζήτησις ἐπὶ τοῦ θέματος συνεχίζεται. Αἱ ἁρμόδιαι ἀρχαὶ ἀνεκοίνωσαν ὅτι αἱ ἀνακρίσεις ἐξακολουθοῦν καὶ ὅτι θὰ ἀκολουθήσουν νεώτεραι ἀνακοινώσεις ἐντὸς τῶν προσεχῶν ἡμερῶν. — [3, 1815, 141, 1881]
headline: Η ΠΕΡΣΙΑ ΕΠΙΔΙΩΚΕΙ ΒΕΛΤΙΩΣΙΝ ΤΩΝ ΣΧΕΣΕΩΝ ΜΕΤΑ ΤΗΣ ΣΟΒ. ΕΝΩΣΕΩΣ — [601, 1126, 739, 1158]
headline: Η ΤΡΟΧΑΙΑ ΟΜΙΛΕΙ ΠΡΟΣ ΤΟΥΣ ΟΔΗΓΟΥΣ ΑΥΤΟΚΙΝΗΤΩΝ — [148, 1504, 282, 1536]
article-text: ΑΘΗΝΑΙ, 4. — Κατὰ πληροφορίας τοῦ πρακτορείου, ἡ συζήτησις ἐπὶ τοῦ θέματος συνεχίζεται. Αἱ ἁρμόδιαι ἀρχαὶ ἀνεκοίνωσαν ὅτι αἱ ἀνακρίσεις ἐξακολουθοῦν καὶ ὅτι θὰ ἀκολουθήσουν νεώτεραι ἀνακοινώσεις ἐντὸς τῶν προσεχῶν ἡμερῶν. — [750, 975, 997, 1008]
subheadline: ΤΖΩΝ ΧΑΙ-ΤΟΥΕΡ — [401, 1332, 478, 1343]
article-text: ΑΘΗΝΑΙ, 4. — Κατὰ πληροφορίας τοῦ πρακτορείου, ἡ συζήτησις ἐπὶ τοῦ θέματος συνεχίζεται. Αἱ ἁρμόδιαι ἀρχαὶ ἀνεκοίνωσαν ὅτι αἱ ἀνακρίσεις ἐξακολουθοῦν καὶ ὅτι θὰ ἀκολουθήσουν νεώτεραι ἀνακοινώσεις ἐντὸς τῶν προσεχῶν ἡμερῶν. — [750, 487, 997, 520]
subheadline: ΘΑ ΔΙΟΧΕΤΕΥΤΗ ΔΙΑ ΕΙΔΙΚΟΥ ΑΓΩΓΟΥ — [1003, 336, 1173, 346]
article-text: ΑΘΗΝΑΙ, 4. — Κατὰ πληροφορίας τοῦ πρακτορείου, ἡ συζήτησις ἐπὶ τοῦ θέματος συνεχίζεται. Αἱ ἁρμόδιαι ἀρχαὶ ἀνεκοίνωσαν ὅτι αἱ ἀνακρίσεις ἐξακολουθοῦν καὶ ὅτι θὰ ἀκολουθήσουν νεώτεραι ἀνακοινώσεις ἐντὸς τῶν προσεχῶν ἡμερῶν. — [289, 1390, 591, 1415]
article-text: ΑΘΗΝΑΙ, 4. — Κατὰ πληροφορίας τοῦ πρακτορείου, ἡ συζήτησις ἐπὶ τοῦ θέματος συνεχίζεται. Αἱ ἁρμόδιαι ἀρχαὶ ἀνεκοίνωσαν ὅτι αἱ ἀνακρίσεις ἐξακολουθοῦν καὶ ὅτι θὰ ἀκολουθήσουν νεώτεραι ἀνακοινώσεις ἐντὸς τῶν προσεχῶν ἡμερῶν. — [289, 1280, 591, 1305]
headline: ΤΟ ΠΡΩΤΟΝ ΕΡΓΟΣΤΑΣΙΟΝ ΑΤΟΜΙΚΗΣ ΕΝΕΡΓΕΙΑΣ ΕΙΣ ΤΑΣ ΙΝΔΙΑΣ — [1006, 966, 1169, 997]
article-text: ΑΘΗΝΑΙ, 4. — Κατὰ πληροφορίας τοῦ πρακτορείου, ἡ συζήτησις ἐπὶ τοῦ θέματος συνεχίζεται. Αἱ ἁρμόδιαι ἀρχαὶ ἀνεκοίνωσαν ὅτι αἱ ἀνακρίσεις ἐξακολουθοῦν καὶ ὅτι θὰ ἀκολουθήσουν νεώτεραι ἀνακοινώσεις ἐντὸς τῶν προσεχῶν ἡμερῶν. — [750, 265, 997, 298]
article-text: ΑΘΗΝΑΙ, 4. — Κατὰ πληροφορίας τοῦ πρακτορείου, ἡ συζήτησις ἐπὶ τοῦ θέματος συνεχίζεται. Αἱ ἁρμόδιαι ἀρχαὶ ἀνεκοίνωσαν ὅτι αἱ ἀνακρίσεις ἐξακολουθοῦν καὶ ὅτι θὰ ἀκολουθήσουν νεώτεραι ἀνακοινώσεις ἐντὸς τῶν προσεχῶν ἡμερῶν. — [3, 2511, 141, 2576]
subheadline: ἐνῶ οἱ δράσται ἐτράπησαν εἰς φυγήν — [775, 754, 971, 766]
kicker: ΕΠΙΣΗΜΩΣ ΕΚ ΜΑΔΡΙΤΗΣ — [159, 1, 272, 11]
article-text: ΑΘΗΝΑΙ, 4. — Κατὰ πληροφορίας τοῦ πρακτορείου, ἡ συζήτησις ἐπὶ τοῦ θέματος συνεχίζεται. Αἱ ἁρμόδιαι ἀρχαὶ ἀνεκοίνωσαν ὅτι αἱ ἀνακρίσεις ἐξακολουθοῦν καὶ ὅτι θὰ ἀκολουθήσουν νεώτεραι ἀνακοινώσεις ἐντὸς τῶν προσεχῶν ἡμερῶν. — [289, 428, 591, 453]
article-text: ΑΘΗΝΑΙ, 4. — Κατὰ πληροφορίας τοῦ πρακτορείου, ἡ συζήτησις ἐπὶ τοῦ θέματος συνεχίζεται. Αἱ ἁρμόδιαι ἀρχαὶ ἀνεκοίνωσαν ὅτι αἱ ἀνακρίσεις ἐξακολουθοῦν καὶ ὅτι θὰ ἀκολουθήσουν νεώτεραι ἀνακοινώσεις ἐντὸς τῶν προσεχῶν ἡμερῶν. — [597, 963, 744, 1020]
article-text: ΑΘΗΝΑΙ, 4. — Κατὰ πληροφορίας τοῦ πρακτορείου, ἡ συζήτησις ἐπὶ τοῦ θέματος συνεχίζεται. Αἱ ἁρμόδιαι ἀρχαὶ ἀνεκοίνωσαν ὅτι αἱ ἀνακρίσεις ἐξακολουθοῦν καὶ ὅτι θὰ ἀκολουθήσουν νεώτεραι ἀνακοινώσεις ἐντὸς τῶν προσεχῶν ἡμερῶν. — [148, 699, 283, 764]
article-text: ΑΘΗΝΑΙ, 4. — Κατὰ πληροφορίας τοῦ πρακτορείου, ἡ συζήτησις ἐπὶ τοῦ θέματος συνεχίζεται. Αἱ ἁρμόδιαι ἀρχαὶ ἀνεκοίνωσαν ὅτι αἱ ἀνακρίσεις ἐξακολουθοῦν καὶ ὅτι θὰ ἀκολουθήσουν νεώτεραι ἀνακοινώσεις ἐντὸς τῶν προσεχῶν ἡμερῶν. — [1003, 908, 1173, 957]
subheadline: ΘΕΤΙΚΟΝ ΑΠΟΤΕΛΕΣΜΑ ΔΕΝ ΕΠΕΤΕΥΧΘΗ ΑΛΛ' Η ΣΟΒΙΕΤΙΚΗ ΑΠΕΙΛΗ ΑΠΕΜΑΚΡΥΝΘΗ — [290, 1165, 589, 1190]
headline: ΚΑΙ ΑΛΛΗ ΚΑΤΑΔΙΚΗ ΑΔΕΙΟΥΧΟΥ ΕΞΟΡΙΣΤΟΥ ΕΙΣ ΤΑΣ ΑΘΗΝΑΣ — [598, 930, 743, 962]
building-sign: ADAMSON UNIVERSITY — [355, 68, 526, 85]
article-text: ΑΘΗΝΑΙ, 4. — Κατὰ πληροφορίας τοῦ πρακτορείου, ἡ συζήτησις ἐπὶ τοῦ θέματος συνεχίζεται. Αἱ ἁρμόδιαι ἀρχαὶ ἀνεκοίνωσαν ὅτι αἱ ἀνακρίσεις ἐξακολουθοῦν καὶ ὅτι θὰ ἀκολουθήσουν νεώτεραι ἀνακοινώσεις ἐντὸς τῶν προσεχῶν ἡμερῶν. — [3, 1120, 141, 1185]
article-text: ΑΘΗΝΑΙ, 4. — Κατὰ πληροφορίας τοῦ πρακτορείου, ἡ συζήτησις ἐπὶ τοῦ θέματος συνεχίζεται. Αἱ ἁρμόδιαι ἀρχαὶ ἀνεκοίνωσαν ὅτι αἱ ἀνακρίσεις ἐξακολουθοῦν καὶ ὅτι θὰ ἀκολουθήσουν νεώτεραι ἀνακοινώσεις ἐντὸς τῶν προσεχῶν ἡμερῶν. — [3, 287, 141, 352]
headline: ΠΟΙΑΝ ΣΤΟΛΗΝ ΘΑ ΦΟΡΟΥΝ ΟΙ ΣΤΡΑΤΙΩΤΑΙ ΤΗΣ ΠΥΡΗΝΙΚΗΣ ΕΠΟΧΗΣ — [602, 1028, 739, 1060]
headline: ΕΝΕΘΑΡΡΥΝΕ ΝΕΟΥΣ ΝΑ ΠΑΡΑΚΟΛΟΥΘΟΥΝ ΔΥΤΙΚΟΥΣ ΣΤΑΘΜΟΥΣ — [605, 354, 736, 386]
article-text: ΑΘΗΝΑΙ, 4. — Κατὰ πληροφορίας τοῦ πρακτορείου, ἡ συζήτησις ἐπὶ τοῦ θέματος συνεχίζεται. Αἱ ἁρμόδιαι ἀρχαὶ ἀνεκοίνωσαν ὅτι αἱ ἀνακρίσεις ἐξακολουθοῦν καὶ ὅτι θὰ ἀκολουθήσουν νεώτεραι ἀνακοινώσεις ἐντὸς τῶν προσεχῶν ἡμερῶν. — [3, 1976, 141, 2041]
article-text: ΑΘΗΝΑΙ, 4. — Κατὰ πληροφορίας τοῦ πρακτορείου, ἡ συζήτησις ἐπὶ τοῦ θέματος συνεχίζεται. Αἱ ἁρμόδιαι ἀρχαὶ ἀνεκοίνωσαν ὅτι αἱ ἀνακρίσεις ἐξακολουθοῦν καὶ ὅτι θὰ ἀκολουθήσουν νεώτεραι ἀνακοινώσεις ἐντὸς τῶν προσεχῶν ἡμερῶν. — [3, 1481, 141, 1546]
article-text: ΑΘΗΝΑΙ, 4. — Κατὰ πληροφορίας τοῦ πρακτορείου, ἡ συζήτησις ἐπὶ τοῦ θέματος συνεχίζεται. Αἱ ἁρμόδιαι ἀρχαὶ ἀνεκοίνωσαν ὅτι αἱ ἀνακρίσεις ἐξακολουθοῦν καὶ ὅτι θὰ ἀκολουθήσουν νεώτεραι ἀνακοινώσεις ἐντὸς τῶν προσεχῶν ἡμερῶν. — [1003, 1077, 1173, 1127]
article-text: ΑΘΗΝΑΙ, 4. — Κατὰ πληροφορίας τοῦ πρακτορείου, ἡ συζήτησις ἐπὶ τοῦ θέματος συνεχίζεται. Αἱ ἁρμόδιαι ἀρχαὶ ἀνεκοίνωσαν ὅτι αἱ ἀνακρίσεις ἐξακολουθοῦν καὶ ὅτι θὰ ἀκολουθήσουν νεώτεραι ἀνακοινώσεις ἐντὸς τῶν προσεχῶν ἡμερῶν. — [3, 786, 141, 851]
article-text: ΑΘΗΝΑΙ, 4. — Κατὰ πληροφορίας τοῦ πρακτορείου, ἡ συζήτησις ἐπὶ τοῦ θέματος συνεχίζεται. Αἱ ἁρμόδιαι ἀρχαὶ ἀνεκοίνωσαν ὅτι αἱ ἀνακρίσεις ἐξακολουθοῦν καὶ ὅτι θὰ ἀκολουθήσουν νεώτεραι ἀνακοινώσεις ἐντὸς τῶν προσεχῶν ἡμερῶν. — [289, 1066, 591, 1091]
article-text: ΑΘΗΝΑΙ, 4. — Κατὰ πληροφορίας τοῦ πρακτορείου, ἡ συζήτησις ἐπὶ τοῦ θέματος συνεχίζεται. Αἱ ἁρμόδιαι ἀρχαὶ ἀνεκοίνωσαν ὅτι αἱ ἀνακρίσεις ἐξακολουθοῦν καὶ ὅτι θὰ ἀκολουθήσουν νεώτεραι ἀνακοινώσεις ἐντὸς τῶν προσεχῶν ἡμερῶν. — [148, 198, 283, 264]
article-text: ΑΘΗΝΑΙ, 4. — Κατὰ πληροφορίας τοῦ πρακτορείου, ἡ συζήτησις ἐπὶ τοῦ θέματος συνεχίζεται. Αἱ ἁρμόδιαι ἀρχαὶ ἀνεκοίνωσαν ὅτι αἱ ἀνακρίσεις ἐξακολουθοῦν καὶ ὅτι θὰ ἀκολουθήσουν νεώτεραι ἀνακοινώσεις ἐντὸς τῶν προσεχῶν ἡμερῶν. — [750, 522, 997, 554]
article-text: ΑΘΗΝΑΙ, 4. — Κατὰ πληροφορίας τοῦ πρακτορείου, ἡ συζήτησις ἐπὶ τοῦ θέματος συνεχίζεται. Αἱ ἁρμόδιαι ἀρχαὶ ἀνεκοίνωσαν ὅτι αἱ ἀνακρίσεις ἐξακολουθοῦν καὶ ὅτι θὰ ἀκολουθήσουν νεώτεραι ἀνακοινώσεις ἐντὸς τῶν προσεχῶν ἡμερῶν. — [289, 1013, 591, 1038]
article-text: ΑΘΗΝΑΙ, 4. — Κατὰ πληροφορίας τοῦ πρακτορείου, ἡ συζήτησις ἐπὶ τοῦ θέματος συνεχίζεται. Αἱ ἁρμόδιαι ἀρχαὶ ἀνεκοίνωσαν ὅτι αἱ ἀνακρίσεις ἐξακολουθοῦν καὶ ὅτι θὰ ἀκολουθήσουν νεώτεραι ἀνακοινώσεις ἐντὸς τῶν προσεχῶν ἡμερῶν. — [3, 220, 141, 285]
article-text: ΑΘΗΝΑΙ, 4. — Κατὰ πληροφορίας τοῦ πρακτορείου, ἡ συζήτησις ἐπὶ τοῦ θέματος συνεχίζεται. Αἱ ἁρμόδιαι ἀρχαὶ ἀνεκοίνωσαν ὅτι αἱ ἀνακρίσεις ἐξακολουθοῦν καὶ ὅτι θὰ ἀκολουθήσουν νεώτεραι ἀνακοινώσεις ἐντὸς τῶν προσεχῶν ἡμερῶν. — [3, 2109, 141, 2175]
photo-caption: Ἡ φιλαρμονικὴ τῆς Νέας Ὑόρκης. — [809, 251, 937, 260]
article-text: ΑΘΗΝΑΙ, 4. — Κατὰ πληροφορίας τοῦ πρακτορείου, ἡ συζήτησις ἐπὶ τοῦ θέματος συνεχίζεται. Αἱ ἁρμόδιαι ἀρχαὶ ἀνεκοίνωσαν ὅτι αἱ ἀνακρίσεις ἐξακολουθοῦν καὶ ὅτι θὰ ἀκολουθήσουν νεώτεραι ἀνακοινώσεις ἐντὸς τῶν προσεχῶν ἡμερῶν. — [597, 289, 744, 346]
subheadline: Τὸ θῦμα διεσώθη ὑπὸ ἄλλων ἁλιέων — [778, 741, 969, 753]
subheadline: Ἐὰν ἡ Ἀμερικὴ ἤθελε μειώσῃ — [364, 781, 516, 794]
subheadline: ΑΝΑΧΩΡΕΙ Ο κ. ΧΕΡΤΕΡ — [387, 1343, 493, 1353]
subheadline: ΑΠΕΜΑΚΡΥΝΘΗ Η ΑΠΕΙΛΗ — [381, 1243, 499, 1253]
article-text: ΑΘΗΝΑΙ, 4. — Κατὰ πληροφορίας τοῦ πρακτορείου, ἡ συζήτησις ἐπὶ τοῦ θέματος συνεχίζεται. Αἱ ἁρμόδιαι ἀρχαὶ ἀνεκοίνωσαν ὅτι αἱ ἀνακρίσεις ἐξακολουθοῦν καὶ ὅτι θὰ ἀκολουθήσουν νεώτεραι ἀνακοινώσεις ἐντὸς τῶν προσεχῶν ἡμερῶν. — [289, 1039, 591, 1064]
article-text: ΑΘΗΝΑΙ, 4. — Κατὰ πληροφορίας τοῦ πρακτορείου, ἡ συζήτησις ἐπὶ τοῦ θέματος συνεχίζεται. Αἱ ἁρμόδιαι ἀρχαὶ ἀνεκοίνωσαν ὅτι αἱ ἀνακρίσεις ἐξακολουθοῦν καὶ ὅτι θὰ ἀκολουθήσουν νεώτεραι ἀνακοινώσεις ἐντὸς τῶν προσεχῶν ἡμερῶν. — [148, 1363, 283, 1429]
article-text: ΑΘΗΝΑΙ, 4. — Κατὰ πληροφορίας τοῦ πρακτορείου, ἡ συζήτησις ἐπὶ τοῦ θέματος συνεχίζεται. Αἱ ἁρμόδιαι ἀρχαὶ ἀνεκοίνωσαν ὅτι αἱ ἀνακρίσεις ἐξακολουθοῦν καὶ ὅτι θὰ ἀκολουθήσουν νεώτεραι ἀνακοινώσεις ἐντὸς τῶν προσεχῶν ἡμερῶν. — [597, 113, 744, 171]
article-text: ΑΘΗΝΑΙ, 4. — Κατὰ πληροφορίας τοῦ πρακτορείου, ἡ συζήτησις ἐπὶ τοῦ θέματος συνεχίζεται. Αἱ ἁρμόδιαι ἀρχαὶ ἀνεκοίνωσαν ὅτι αἱ ἀνακρίσεις ἐξακολουθοῦν καὶ ὅτι θὰ ἀκολουθήσουν νεώτεραι ἀνακοινώσεις ἐντὸς τῶν προσεχῶν ἡμερῶν. — [148, 1670, 283, 1735]
article-text: ΑΘΗΝΑΙ, 4. — Κατὰ πληροφορίας τοῦ πρακτορείου, ἡ συζήτησις ἐπὶ τοῦ θέματος συνεχίζεται. Αἱ ἁρμόδιαι ἀρχαὶ ἀνεκοίνωσαν ὅτι αἱ ἀνακρίσεις ἐξακολουθοῦν καὶ ὅτι θὰ ἀκολουθήσουν νεώτεραι ἀνακοινώσεις ἐντὸς τῶν προσεχῶν ἡμερῶν. — [289, 887, 591, 912]
article-text: ΑΘΗΝΑΙ, 4. — Κατὰ πληροφορίας τοῦ πρακτορείου, ἡ συζήτησις ἐπὶ τοῦ θέματος συνεχίζεται. Αἱ ἁρμόδιαι ἀρχαὶ ἀνεκοίνωσαν ὅτι αἱ ἀνακρίσεις ἐξακολουθοῦν καὶ ὅτι θὰ ἀκολουθήσουν νεώτεραι ἀνακοινώσεις ἐντὸς τῶν προσεχῶν ἡμερῶν. — [3, 919, 141, 985]
article-text: ΑΘΗΝΑΙ, 4. — Κατὰ πληροφορίας τοῦ πρακτορείου, ἡ συζήτησις ἐπὶ τοῦ θέματος συνεχίζεται. Αἱ ἁρμόδιαι ἀρχαὶ ἀνεκοίνωσαν ὅτι αἱ ἀνακρίσεις ἐξακολουθοῦν καὶ ὅτι θὰ ἀκολουθήσουν νεώτεραι ἀνακοινώσεις ἐντὸς τῶν προσεχῶν ἡμερῶν. — [3, 1682, 141, 1747]
subheadline: ΘΑ ΣΥΖΗΤΗΘΗ Η ΟΙΚΟΝΟΜΙΚΗ ΑΝΑΠΤΥΞΙΣ ΤΗΣ ΧΩΡΑΣ — [759, 1264, 988, 1285]
article-text: ΑΘΗΝΑΙ, 4. — Κατὰ πληροφορίας τοῦ πρακτορείου, ἡ συζήτησις ἐπὶ τοῦ θέματος συνεχίζεται. Αἱ ἁρμόδιαι ἀρχαὶ ἀνεκοίνωσαν ὅτι αἱ ἀνακρίσεις ἐξακολουθοῦν καὶ ὅτι θὰ ἀκολουθήσουν νεώτεραι ἀνακοινώσεις ἐντὸς τῶν προσεχῶν ἡμερῶν. — [289, 834, 591, 859]
article-text: ΑΘΗΝΑΙ, 4. — Κατὰ πληροφορίας τοῦ πρακτορείου, ἡ συζήτησις ἐπὶ τοῦ θέματος συνεχίζεται. Αἱ ἁρμόδιαι ἀρχαὶ ἀνεκοίνωσαν ὅτι αἱ ἀνακρίσεις ἐξακολουθοῦν καὶ ὅτι θὰ ἀκολουθήσουν νεώτεραι ἀνακοινώσεις ἐντὸς τῶν προσεχῶν ἡμερῶν. — [1003, 637, 1173, 686]
article-text: ΑΘΗΝΑΙ, 4. — Κατὰ πληροφορίας τοῦ πρακτορείου, ἡ συζήτησις ἐπὶ τοῦ θέματος συνεχίζεται. Αἱ ἁρμόδιαι ἀρχαὶ ἀνεκοίνωσαν ὅτι αἱ ἀνακρίσεις ἐξακολουθοῦν καὶ ὅτι θὰ ἀκολουθήσουν νεώτεραι ἀνακοινώσεις ἐντὸς τῶν προσεχῶν ἡμερῶν. — [148, 766, 283, 830]
article-text: ΑΘΗΝΑΙ, 4. — Κατὰ πληροφορίας τοῦ πρακτορείου, ἡ συζήτησις ἐπὶ τοῦ θέματος συνεχίζεται. Αἱ ἁρμόδιαι ἀρχαὶ ἀνεκοίνωσαν ὅτι αἱ ἀνακρίσεις ἐξακολουθοῦν καὶ ὅτι θὰ ἀκολουθήσουν νεώτεραι ἀνακοινώσεις ἐντὸς τῶν προσεχῶν ἡμερῶν. — [597, 54, 744, 112]
article-text: ΑΘΗΝΑΙ, 4. — Κατὰ πληροφορίας τοῦ πρακτορείου, ἡ συζήτησις ἐπὶ τοῦ θέματος συνεχίζεται. Αἱ ἁρμόδιαι ἀρχαὶ ἀνεκοίνωσαν ὅτι αἱ ἀνακρίσεις ἐξακολουθοῦν καὶ ὅτι θὰ ἀκολουθήσουν νεώτεραι ἀνακοινώσεις ἐντὸς τῶν προσεχῶν ἡμερῶν. — [148, 1034, 283, 1099]
column-1 — [3, 0, 141, 2576]
headline: ΕΓΝΩΣΤΟΠΟΙΟΥΝΤΟ ΤΑ ΘΕΜΑΤΑ ΤΩΝ ΔΙΑΓΩΝΙΣΜΩΝ ΤΗΣ ΤΗΛΕΟΡΑΣΕΩΣ — [1012, 163, 1164, 195]
column-4 — [597, 0, 744, 1739]
article-text: ΑΘΗΝΑΙ, 4. — Κατὰ πληροφορίας τοῦ πρακτορείου, ἡ συζήτησις ἐπὶ τοῦ θέματος συνεχίζεται. Αἱ ἁρμόδιαι ἀρχαὶ ἀνεκοίνωσαν ὅτι αἱ ἀνακρίσεις ἐξακολουθοῦν καὶ ὅτι θὰ ἀκολουθήσουν νεώτεραι ἀνακοινώσεις ἐντὸς τῶν προσεχῶν ἡμερῶν. — [750, 1286, 997, 1319]
article-text: ΑΘΗΝΑΙ, 4. — Κατὰ πληροφορίας τοῦ πρακτορείου, ἡ συζήτησις ἐπὶ τοῦ θέματος συνεχίζεται. Αἱ ἁρμόδιαι ἀρχαὶ ἀνεκοίνωσαν ὅτι αἱ ἀνακρίσεις ἐξακολουθοῦν καὶ ὅτι θὰ ἀκολουθήσουν νεώτεραι ἀνακοινώσεις ἐντὸς τῶν προσεχῶν ἡμερῶν. — [1003, 1236, 1173, 1285]
subheadline: ΔΙΑ ΤΟΥΤΟ ΚΑΤΕΔΙΚΑΣΘΗ ΕΙΣ 2.112 ΕΤΩΝ ΦΥΛΑΚΙΣΙΝ — [603, 387, 737, 405]
article-text: ΑΘΗΝΑΙ, 4. — Κατὰ πληροφορίας τοῦ πρακτορείου, ἡ συζήτησις ἐπὶ τοῦ θέματος συνεχίζεται. Αἱ ἁρμόδιαι ἀρχαὶ ἀνεκοίνωσαν ὅτι αἱ ἀνακρίσεις ἐξακολουθοῦν καὶ ὅτι θὰ ἀκολουθήσουν νεώτεραι ἀνακοινώσεις ἐντὸς τῶν προσεχῶν ἡμερῶν. — [597, 1343, 744, 1401]
article-text: ΑΘΗΝΑΙ, 4. — Κατὰ πληροφορίας τοῦ πρακτορείου, ἡ συζήτησις ἐπὶ τοῦ θέματος συνεχίζεται. Αἱ ἁρμόδιαι ἀρχαὶ ἀνεκοίνωσαν ὅτι αἱ ἀνακρίσεις ἐξακολουθοῦν καὶ ὅτι θὰ ἀκολουθήσουν νεώτεραι ἀνακοινώσεις ἐντὸς τῶν προσεχῶν ἡμερῶν. — [3, 585, 141, 650]
article-text: ΑΘΗΝΑΙ, 4. — Κατὰ πληροφορίας τοῦ πρακτορείου, ἡ συζήτησις ἐπὶ τοῦ θέματος συνεχίζεται. Αἱ ἁρμόδιαι ἀρχαὶ ἀνεκοίνωσαν ὅτι αἱ ἀνακρίσεις ἐξακολουθοῦν καὶ ὅτι θὰ ἀκολουθήσουν νεώτεραι ἀνακοινώσεις ἐντὸς τῶν προσεχῶν ἡμερῶν. — [3, 986, 141, 1052]
article-text: ΑΘΗΝΑΙ, 4. — Κατὰ πληροφορίας τοῦ πρακτορείου, ἡ συζήτησις ἐπὶ τοῦ θέματος συνεχίζεται. Αἱ ἁρμόδιαι ἀρχαὶ ἀνεκοίνωσαν ὅτι αἱ ἀνακρίσεις ἐξακολουθοῦν καὶ ὅτι θὰ ἀκολουθήσουν νεώτεραι ἀνακοινώσεις ἐντὸς τῶν προσεχῶν ἡμερῶν. — [1003, 497, 1173, 546]
article-text: ΑΘΗΝΑΙ, 4. — Κατὰ πληροφορίας τοῦ πρακτορείου, ἡ συζήτησις ἐπὶ τοῦ θέματος συνεχίζεται. Αἱ ἁρμόδιαι ἀρχαὶ ἀνεκοίνωσαν ὅτι αἱ ἀνακρίσεις ἐξακολουθοῦν καὶ ὅτι θὰ ἀκολουθήσουν νεώτεραι ἀνακοινώσεις ἐντὸς τῶν προσεχῶν ἡμερῶν. — [148, 1430, 283, 1496]
column-2 — [148, 0, 283, 1739]
headline: ΤΕΣΣΑΡΕΣ ΑΛΙΕΙΣ ΕΙΣ ΠΑΛΗΟΜΑΝΟΑΝ ΕΤΡΑΥΜΑΤΙΣΑΝ ΣΥΝΑΔΕΛΦΟΝ ΤΩΝ ΚΑΙ ΤΟΝ ΕΡΡΙΨΑΝ ΕΙΣ ΤΗΝ ΘΑΛΑΣΣΑΝ — [755, 645, 992, 740]
headline: ΕΚΤΟΠΙΖΕΤΑΙ ΕΚ ΧΑΝΙΩΝ ΔΗΜΟΤΙΚΟΣ ΣΥΜΒΟΥΛΟΣ — [1019, 1135, 1156, 1156]
subheadline: ΜΕΤΑΤΡΕΠΕΙ ΕΙΣ ΙΣΟΒΙΑ ΔΕΣΜΑ — [161, 314, 270, 333]
headline: ΠΟΛΙΣ ΤΟΥ ΠΕΡΟΥ ΣΥΝΕΚΛΟΝΙΣΘΗ ΕΞ ΙΣΧΥΡΟΥ ΣΕΙΣΜΟΥ — [165, 147, 266, 179]
headline: ΤΕΣΣΑΡΕΣ ΒΟΜΒΑΙ ΕΞΕΡΡΑΓΗΣΑΝ ΕΙΣ ΑΡΓΕΝΤΙΝΗΝ ΧΘΕΣ — [620, 1224, 721, 1255]
headline: ΕΚΠΟΛΙΤΙΣΜΕΝΟΙ ΠΑΠΟΥΑΙ ΕΦΟΝΕΥΣΑΝ 45 ΑΠΟΛΙΤΙΣΤΟΥΣ — [597, 617, 744, 649]
headline: ΥΠΟΥΡΓΟΣ ΥΠΕΣΤΗ ΕΓΧΕΙΡΗΣΙΝ ΕΙΣ ΤΗΝ ΚΑΡΔΙΑΝ — [1003, 1055, 1173, 1077]
article-text: ΑΘΗΝΑΙ, 4. — Κατὰ πληροφορίας τοῦ πρακτορείου, ἡ συζήτησις ἐπὶ τοῦ θέματος συνεχίζεται. Αἱ ἁρμόδιαι ἀρχαὶ ἀνεκοίνωσαν ὅτι αἱ ἀνακρίσεις ἐξακολουθοῦν καὶ ὅτι θὰ ἀκολουθήσουν νεώτεραι ἀνακοινώσεις ἐντὸς τῶν προσεχῶν ἡμερῶν. — [289, 914, 591, 939]
article-text: ΑΘΗΝΑΙ, 4. — Κατὰ πληροφορίας τοῦ πρακτορείου, ἡ συζήτησις ἐπὶ τοῦ θέματος συνεχίζεται. Αἱ ἁρμόδιαι ἀρχαὶ ἀνεκοίνωσαν ὅτι αἱ ἀνακρίσεις ἐξακολουθοῦν καὶ ὅτι θὰ ἀκολουθήσουν νεώτεραι ἀνακοινώσεις ἐντὸς τῶν προσεχῶν ἡμερῶν. — [3, 19, 141, 85]
headline: ΚΑΛΛΙΤΕΧΝΙΚΟΝ ΓΕΓΟΝΟΣ ΔΙΑ ΤΗΝ ΘΕΣΣΑΛΟΝΙΚΗΝ Η ΕΜΦΑΝΙΣΙΣ ΤΗΣ ΟΡΧΗΣΤΡΑΣ ΤΗΣ ΝΕΑΣ ΥΟΡΚΗΣ — [778, 1, 968, 33]
headline: ΙΡΑΚΙΝΟΙ ΕΚΠΑΙΔΕΥΤΑΙ ΕΙΣ ΒΟΥΔΑΠΕΣΤΗΝ — [598, 530, 742, 551]
article-text: ΑΘΗΝΑΙ, 4. — Κατὰ πληροφορίας τοῦ πρακτορείου, ἡ συζήτησις ἐπὶ τοῦ θέματος συνεχίζεται. Αἱ ἁρμόδιαι ἀρχαὶ ἀνεκοίνωσαν ὅτι αἱ ἀνακρίσεις ἐξακολουθοῦν καὶ ὅτι θὰ ἀκολουθήσουν νεώτεραι ἀνακοινώσεις ἐντὸς τῶν προσεχῶν ἡμερῶν. — [148, 593, 283, 659]
article-text: ΑΘΗΝΑΙ, 4. — Κατὰ πληροφορίας τοῦ πρακτορείου, ἡ συζήτησις ἐπὶ τοῦ θέματος συνεχίζεται. Αἱ ἁρμόδιαι ἀρχαὶ ἀνεκοίνωσαν ὅτι αἱ ἀνακρίσεις ἐξακολουθοῦν καὶ ὅτι θὰ ἀκολουθήσουν νεώτεραι ἀνακοινώσεις ἐντὸς τῶν προσεχῶν ἡμερῶν. — [3, 153, 141, 218]
photo-caption: Οἱ Ἕλληνες πρόσκοποι, φωτογραφούμενοι μετὰ τοῦ κ. Ἀδαμοπούλου, ἔμπροσθεν τοῦ κτιρίου τοῦ πανεπιστημίου Adamson εἰς Φιλιππίνας. — [309, 406, 570, 424]
article-text: ΑΘΗΝΑΙ, 4. — Κατὰ πληροφορίας τοῦ πρακτορείου, ἡ συζήτησις ἐπὶ τοῦ θέματος συνεχίζεται. Αἱ ἁρμόδιαι ἀρχαὶ ἀνεκοίνωσαν ὅτι αἱ ἀνακρίσεις ἐξακολουθοῦν καὶ ὅτι θὰ ἀκολουθήσουν νεώτεραι ἀνακοινώσεις ἐντὸς τῶν προσεχῶν ἡμερῶν. — [289, 1217, 591, 1242]
headline: ΤΕΛΟΣ ΑΥΓΟΥΣΤΟΥ ΦΘΑΝΕΙ ΕΙΣ ΑΘΗΝΑΣ Ο κ. ΕΡΧΑΡΤ — [753, 1242, 994, 1263]
kicker: Κατὰ τὸν Ἄλλεν Ντάλλες — [373, 692, 507, 704]
